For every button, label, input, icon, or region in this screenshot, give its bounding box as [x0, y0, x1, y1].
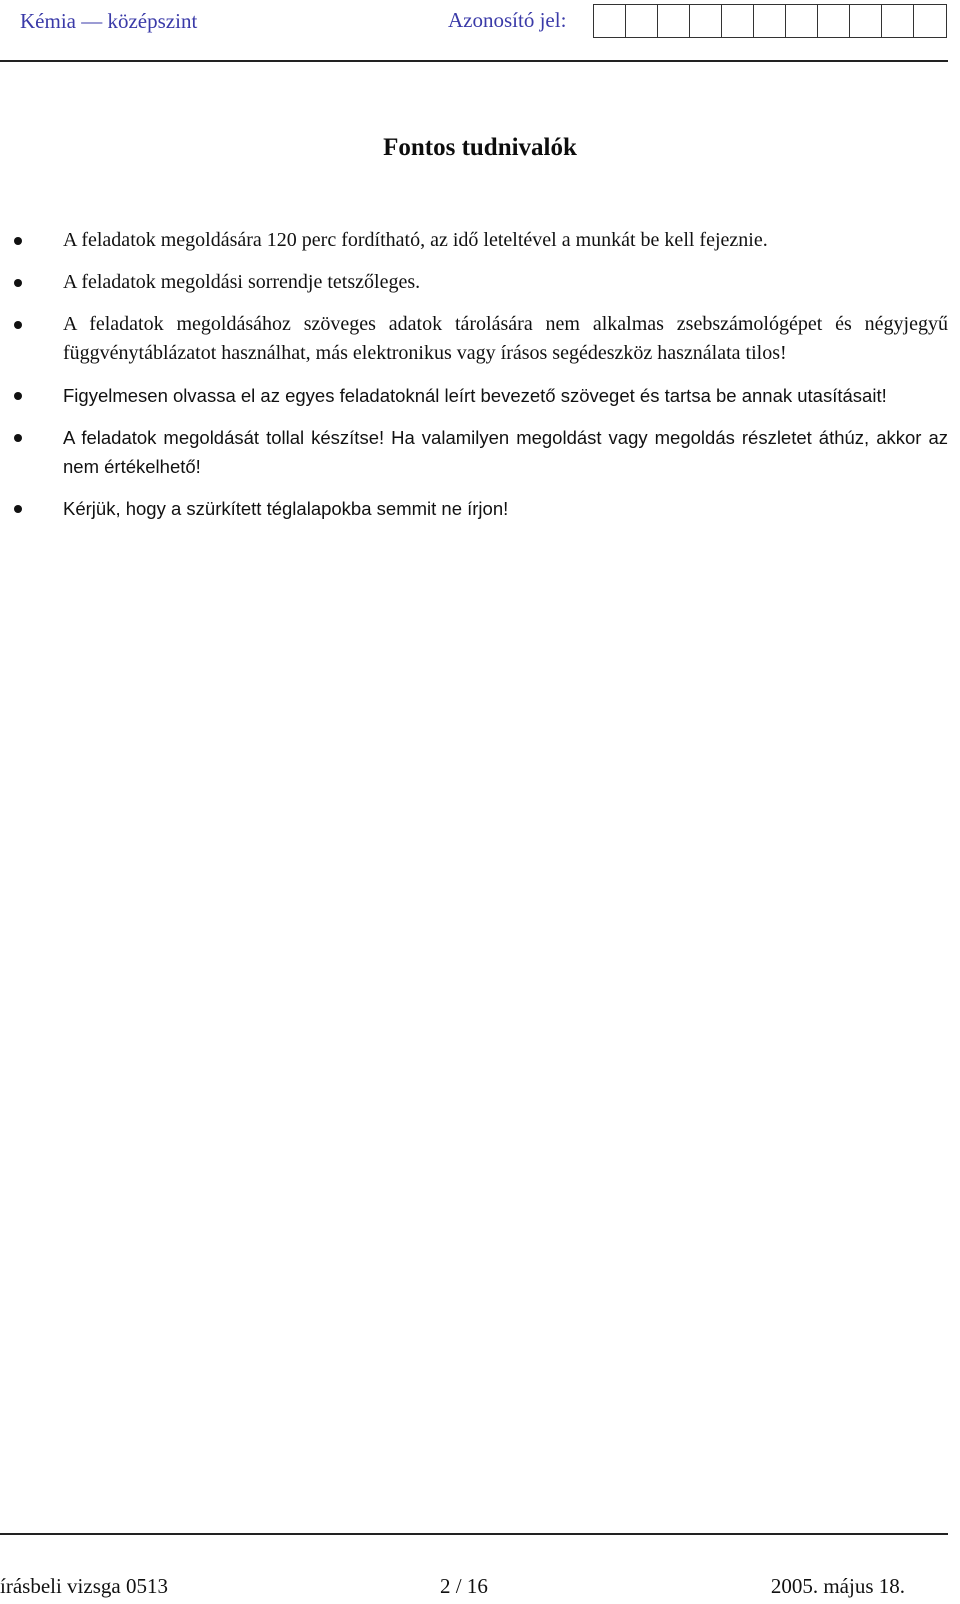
notes-list: [0, 226, 948, 523]
note-text: A feladatok megoldási sorrendje tetszőleges.: [63, 271, 421, 293]
id-box[interactable]: [882, 5, 914, 37]
list-item: [0, 381, 948, 410]
bullet-icon: [14, 321, 22, 329]
id-box[interactable]: [914, 5, 946, 37]
id-box[interactable]: [754, 5, 786, 37]
bullet-icon: [14, 237, 22, 245]
bullet-icon: [14, 392, 22, 400]
page-title: Fontos tudnivalók: [383, 134, 577, 161]
id-box[interactable]: [690, 5, 722, 37]
exam-date: 2005. május 18.: [770, 1574, 905, 1598]
id-box[interactable]: [626, 5, 658, 37]
subject-title: Kémia — középszint: [20, 9, 198, 33]
page-number: 2 / 16: [440, 1574, 488, 1598]
note-text: A feladatok megoldását tollal készítse! Ha valamilyen megoldást vagy megoldás részletet áthúz, akkor az nem értékelhető!: [63, 427, 948, 477]
note-text: Kérjük, hogy a szürkített téglalapokba semmit ne írjon!: [63, 498, 509, 519]
id-box[interactable]: [658, 5, 690, 37]
footer-divider: [0, 1533, 948, 1535]
bullet-icon: [14, 505, 22, 513]
id-box[interactable]: [818, 5, 850, 37]
exam-code: írásbeli vizsga 0513: [0, 1574, 168, 1598]
list-item: [0, 268, 948, 297]
list-item: [0, 310, 948, 368]
bullet-icon: [14, 279, 22, 287]
note-text: A feladatok megoldására 120 perc fordítható, az idő leteltével a munkát be kell fejeznie.: [63, 229, 768, 251]
id-box[interactable]: [850, 5, 882, 37]
id-boxes[interactable]: [593, 4, 947, 38]
id-box[interactable]: [722, 5, 754, 37]
page-header: [0, 0, 960, 60]
id-box[interactable]: [594, 5, 626, 37]
id-box[interactable]: [786, 5, 818, 37]
id-label: Azonosító jel:: [448, 8, 567, 32]
list-item: [0, 494, 948, 523]
bullet-icon: [14, 434, 22, 442]
list-item: [0, 226, 948, 255]
header-divider: [0, 60, 948, 62]
list-item: [0, 423, 948, 481]
note-text: A feladatok megoldásához szöveges adatok tárolására nem alkalmas zsebszámológépet és négyjegyű függvénytáblázatot használhat, más elektronikus vagy írásos segédeszköz használata tilos!: [63, 313, 948, 364]
note-text: Figyelmesen olvassa el az egyes feladatoknál leírt bevezető szöveget és tartsa be annak utasításait!: [63, 385, 887, 406]
